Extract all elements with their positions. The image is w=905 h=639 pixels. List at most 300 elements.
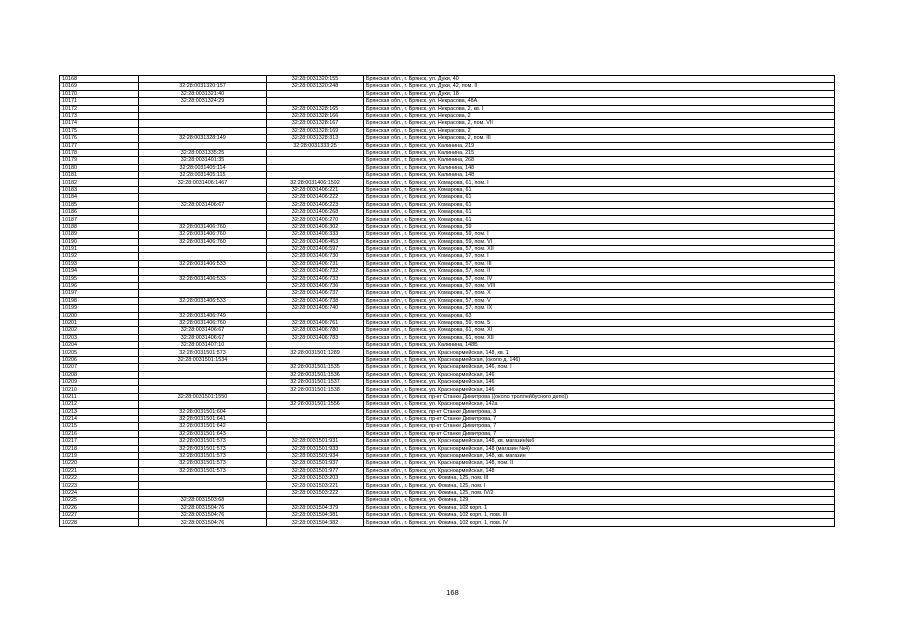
row-number-cell: 10175 <box>60 127 139 134</box>
address-cell: Брянская обл., г. Брянск, ул. Комарова, 59, пом. VI <box>364 238 835 245</box>
row-number-cell: 10173 <box>60 112 139 119</box>
object-cadastral-number-cell: 32:28:0031406:732 <box>267 268 364 275</box>
parcel-cadastral-number-cell: 32:28:0031406:760 <box>139 238 267 245</box>
parcel-cadastral-number-cell: 32:28:0031501:604 <box>139 408 267 415</box>
table-row <box>60 194 835 201</box>
parcel-cadastral-number-cell <box>139 386 267 393</box>
row-number-cell: 10183 <box>60 186 139 193</box>
parcel-cadastral-number-cell: 32:28:0031406:67 <box>139 334 267 341</box>
row-number-cell: 10228 <box>60 519 139 526</box>
object-cadastral-number-cell: 32:28:0031501:977 <box>267 467 364 474</box>
object-cadastral-number-cell: 32:28:0031503:221 <box>267 482 364 489</box>
row-number-cell: 10188 <box>60 223 139 230</box>
row-number-cell: 10204 <box>60 342 139 349</box>
table-row <box>60 223 835 230</box>
object-cadastral-number-cell <box>267 149 364 156</box>
page-number: 168 <box>446 588 459 597</box>
table-row <box>60 268 835 275</box>
parcel-cadastral-number-cell <box>139 209 267 216</box>
parcel-cadastral-number-cell <box>139 186 267 193</box>
parcel-cadastral-number-cell: 32:28:0031405:114 <box>139 164 267 171</box>
address-cell: Брянская обл., г. Брянск, пр-кт Станке Димитрова, 7 <box>364 415 835 422</box>
parcel-cadastral-number-cell <box>139 142 267 149</box>
table-row <box>60 305 835 312</box>
address-cell: Брянская обл., г. Брянск, пр-кт Станке Димитрова ((около троллейбусного депо)) <box>364 393 835 400</box>
table-row <box>60 393 835 400</box>
address-cell: Брянская обл., г. Брянск, ул. Комарова, 57, пом. IV <box>364 275 835 282</box>
row-number-cell: 10202 <box>60 327 139 334</box>
address-cell: Брянская обл., г. Брянск, ул. Комарова, 57, пом. V <box>364 297 835 304</box>
object-cadastral-number-cell: 32:28:0031406:268 <box>267 209 364 216</box>
parcel-cadastral-number-cell <box>139 120 267 127</box>
row-number-cell: 10197 <box>60 290 139 297</box>
address-cell: Брянская обл., г. Брянск, ул. Калинина, 148 <box>364 172 835 179</box>
table-row <box>60 475 835 482</box>
row-number-cell: 10209 <box>60 379 139 386</box>
row-number-cell: 10201 <box>60 319 139 326</box>
row-number-cell: 10211 <box>60 393 139 400</box>
address-cell: Брянская обл., г. Брянск, ул. Комарова, 61, пом. I <box>364 179 835 186</box>
row-number-cell: 10180 <box>60 164 139 171</box>
row-number-cell: 10200 <box>60 312 139 319</box>
row-number-cell: 10195 <box>60 275 139 282</box>
address-cell: Брянская обл., г. Брянск, ул. Красноармейская, 146 <box>364 379 835 386</box>
address-cell: Брянская обл., г. Брянск, ул. Комарова, 61, пом. XI <box>364 327 835 334</box>
object-cadastral-number-cell: 32:28:0031406:738 <box>267 297 364 304</box>
parcel-cadastral-number-cell <box>139 364 267 371</box>
parcel-cadastral-number-cell: 32:28:0031406:533 <box>139 275 267 282</box>
address-cell: Брянская обл., г. Брянск, ул. Некрасова, 2 <box>364 127 835 134</box>
table-row <box>60 297 835 304</box>
row-number-cell: 10198 <box>60 297 139 304</box>
object-cadastral-number-cell: 32:28:0031328:165 <box>267 105 364 112</box>
object-cadastral-number-cell: 32:28:0031406:731 <box>267 260 364 267</box>
parcel-cadastral-number-cell: 32:28:0031321:40 <box>139 90 267 97</box>
row-number-cell: 10213 <box>60 408 139 415</box>
table-row <box>60 408 835 415</box>
row-number-cell: 10218 <box>60 445 139 452</box>
object-cadastral-number-cell: 32:28:0031406:222 <box>267 194 364 201</box>
object-cadastral-number-cell: 32:28:0031501:1538 <box>267 386 364 393</box>
object-cadastral-number-cell: 32:28:0031406:221 <box>267 186 364 193</box>
object-cadastral-number-cell: 32:28:0031501:934 <box>267 452 364 459</box>
table-row <box>60 489 835 496</box>
object-cadastral-number-cell: 32:28:0031406:302 <box>267 223 364 230</box>
table-row <box>60 334 835 341</box>
object-cadastral-number-cell: 32:28:0031406:1592 <box>267 179 364 186</box>
object-cadastral-number-cell <box>267 90 364 97</box>
table-row <box>60 120 835 127</box>
table-row <box>60 149 835 156</box>
parcel-cadastral-number-cell: 32:28:0031405:115 <box>139 172 267 179</box>
object-cadastral-number-cell: 32:28:0031406:736 <box>267 282 364 289</box>
table-row <box>60 371 835 378</box>
table-row <box>60 260 835 267</box>
parcel-cadastral-number-cell: 32:28:0031406:1467 <box>139 179 267 186</box>
table-row <box>60 201 835 208</box>
address-cell: Брянская обл., г. Брянск, ул. Комарова, 57, пом. II <box>364 268 835 275</box>
object-cadastral-number-cell: 32:28:0031406:783 <box>267 334 364 341</box>
row-number-cell: 10168 <box>60 76 139 83</box>
address-cell: Брянская обл., г. Брянск, ул. Некрасова, 2, пом. VII <box>364 120 835 127</box>
object-cadastral-number-cell <box>267 356 364 363</box>
address-cell: Брянская обл., г. Брянск, ул. Фокина, 129 <box>364 497 835 504</box>
table-row <box>60 245 835 252</box>
address-cell: Брянская обл., г. Брянск, ул. Комарова, 59 <box>364 223 835 230</box>
row-number-cell: 10176 <box>60 135 139 142</box>
object-cadastral-number-cell: 32:28:0031501:931 <box>267 438 364 445</box>
table-row <box>60 312 835 319</box>
parcel-cadastral-number-cell: 32:28:0031504:76 <box>139 519 267 526</box>
table-row <box>60 342 835 349</box>
object-cadastral-number-cell <box>267 157 364 164</box>
object-cadastral-number-cell: 32:28:0031504:379 <box>267 504 364 511</box>
parcel-cadastral-number-cell: 32:28:0031406:760 <box>139 231 267 238</box>
table-row <box>60 98 835 105</box>
object-cadastral-number-cell: 32:28:0031406:597 <box>267 245 364 252</box>
table-row <box>60 253 835 260</box>
address-cell: Брянская обл., г. Брянск, ул. Некрасова, 2, пом. III <box>364 135 835 142</box>
parcel-cadastral-number-cell: 32:28:0031407:10 <box>139 342 267 349</box>
address-cell: Брянская обл., г. Брянск, ул. Красноармейская, 148, пом. II <box>364 460 835 467</box>
object-cadastral-number-cell <box>267 408 364 415</box>
object-cadastral-number-cell: 32:28:0031328:167 <box>267 120 364 127</box>
table-row <box>60 83 835 90</box>
parcel-cadastral-number-cell: 32:28:0031501:573 <box>139 438 267 445</box>
row-number-cell: 10184 <box>60 194 139 201</box>
table-row <box>60 349 835 356</box>
object-cadastral-number-cell: 32:28:0031328:169 <box>267 127 364 134</box>
address-cell: Брянская обл., г. Брянск, ул. Красноармейская, (около д. 146) <box>364 356 835 363</box>
table-row <box>60 356 835 363</box>
address-cell: Брянская обл., г. Брянск, ул. Калинина, 215 <box>364 149 835 156</box>
table-row <box>60 512 835 519</box>
parcel-cadastral-number-cell <box>139 112 267 119</box>
parcel-cadastral-number-cell <box>139 127 267 134</box>
parcel-cadastral-number-cell: 32:28:0031406:760 <box>139 319 267 326</box>
object-cadastral-number-cell: 32:28:0031501:1535 <box>267 364 364 371</box>
object-cadastral-number-cell <box>267 423 364 430</box>
object-cadastral-number-cell: 32:28:0031406:733 <box>267 275 364 282</box>
parcel-cadastral-number-cell: 32:28:0031504:76 <box>139 504 267 511</box>
address-cell: Брянская обл., г. Брянск, ул. Фокина, 125, пом. III <box>364 475 835 482</box>
address-cell: Брянская обл., г. Брянск, ул. Фокина, 102 корп. 1, пом. IV <box>364 519 835 526</box>
parcel-cadastral-number-cell: 32:28:0031504:76 <box>139 512 267 519</box>
table-row <box>60 423 835 430</box>
object-cadastral-number-cell: 32:28:0031406:223 <box>267 201 364 208</box>
address-cell: Брянская обл., г. Брянск, ул. Комарова, 57, пом. XII <box>364 245 835 252</box>
address-cell: Брянская обл., г. Брянск, ул. Комарова, 61 <box>364 216 835 223</box>
row-number-cell: 10208 <box>60 371 139 378</box>
table-body <box>60 76 835 527</box>
table-row <box>60 105 835 112</box>
row-number-cell: 10207 <box>60 364 139 371</box>
table-row <box>60 76 835 83</box>
parcel-cadastral-number-cell <box>139 105 267 112</box>
object-cadastral-number-cell: 32:28:0031501:933 <box>267 445 364 452</box>
row-number-cell: 10189 <box>60 231 139 238</box>
parcel-cadastral-number-cell <box>139 194 267 201</box>
row-number-cell: 10221 <box>60 467 139 474</box>
parcel-cadastral-number-cell: 32:28:0031501:1534 <box>139 356 267 363</box>
object-cadastral-number-cell: 32:28:0031504:382 <box>267 519 364 526</box>
address-cell: Брянская обл., г. Брянск, ул. Комарова, 57, пом. VIII <box>364 282 835 289</box>
row-number-cell: 10191 <box>60 245 139 252</box>
object-cadastral-number-cell: 32:28:0031320:155 <box>267 76 364 83</box>
row-number-cell: 10193 <box>60 260 139 267</box>
table-row <box>60 319 835 326</box>
address-cell: Брянская обл., г. Брянск, ул. Комарова, 61 <box>364 209 835 216</box>
row-number-cell: 10215 <box>60 423 139 430</box>
address-cell: Брянская обл., г. Брянск, ул. Калинина, 219 <box>364 142 835 149</box>
address-cell: Брянская обл., г. Брянск, ул. Дуки, 18 <box>364 90 835 97</box>
row-number-cell: 10174 <box>60 120 139 127</box>
row-number-cell: 10172 <box>60 105 139 112</box>
address-cell: Брянская обл., г. Брянск, ул. Калинина, 148 <box>364 164 835 171</box>
address-cell: Брянская обл., г. Брянск, ул. Фокина, 125, пом. IV/2 <box>364 489 835 496</box>
parcel-cadastral-number-cell <box>139 401 267 408</box>
row-number-cell: 10219 <box>60 452 139 459</box>
address-cell: Брянская обл., г. Брянск, ул. Фокина, 102 корп. 1 <box>364 504 835 511</box>
address-cell: Брянская обл., г. Брянск, ул. Некрасова, 2, кв. I <box>364 105 835 112</box>
address-cell: Брянская обл., г. Брянск, ул. Калинина, 268 <box>364 157 835 164</box>
row-number-cell: 10185 <box>60 201 139 208</box>
address-cell: Брянская обл., г. Брянск, ул. Комарова, 59, пом. I <box>364 231 835 238</box>
table-row <box>60 238 835 245</box>
address-cell: Брянская обл., г. Брянск, ул. Красноармейская, 146 <box>364 386 835 393</box>
address-cell: Брянская обл., г. Брянск, ул. Красноармейская, 142а <box>364 401 835 408</box>
table-row <box>60 90 835 97</box>
object-cadastral-number-cell <box>267 342 364 349</box>
object-cadastral-number-cell: 32:28:0031333:25 <box>267 142 364 149</box>
row-number-cell: 10170 <box>60 90 139 97</box>
address-cell: Брянская обл., г. Брянск, ул. Комарова, 63 <box>364 312 835 319</box>
table-row <box>60 186 835 193</box>
object-cadastral-number-cell <box>267 430 364 437</box>
table-row <box>60 216 835 223</box>
object-cadastral-number-cell: 32:28:0031406:740 <box>267 305 364 312</box>
address-cell: Брянская обл., г. Брянск, ул. Некрасова, 48А <box>364 98 835 105</box>
address-cell: Брянская обл., г. Брянск, пр-кт Станке Димитрова, 3 <box>364 408 835 415</box>
object-cadastral-number-cell: 32:28:0031501:937 <box>267 460 364 467</box>
address-cell: Брянская обл., г. Брянск, ул. Дуки, 40 <box>364 76 835 83</box>
object-cadastral-number-cell: 32:28:0031406:780 <box>267 327 364 334</box>
object-cadastral-number-cell <box>267 415 364 422</box>
object-cadastral-number-cell <box>267 172 364 179</box>
object-cadastral-number-cell <box>267 164 364 171</box>
parcel-cadastral-number-cell: 32:28:0031501:573 <box>139 460 267 467</box>
address-cell: Брянская обл., г. Брянск, ул. Красноармейская, 148, кв. магазин <box>364 452 835 459</box>
object-cadastral-number-cell: 32:28:0031501:1289 <box>267 349 364 356</box>
parcel-cadastral-number-cell: 32:28:0031501:573 <box>139 452 267 459</box>
table-row <box>60 290 835 297</box>
table-row <box>60 379 835 386</box>
address-cell: Брянская обл., г. Брянск, ул. Красноармейская, 146 <box>364 371 835 378</box>
parcel-cadastral-number-cell <box>139 76 267 83</box>
object-cadastral-number-cell: 32:28:0031501:1556 <box>267 401 364 408</box>
row-number-cell: 10178 <box>60 149 139 156</box>
parcel-cadastral-number-cell: 32:28:0031503:68 <box>139 497 267 504</box>
object-cadastral-number-cell: 32:28:0031504:381 <box>267 512 364 519</box>
table-row <box>60 282 835 289</box>
parcel-cadastral-number-cell <box>139 379 267 386</box>
object-cadastral-number-cell <box>267 312 364 319</box>
row-number-cell: 10206 <box>60 356 139 363</box>
parcel-cadastral-number-cell: 32:28:0031501:573 <box>139 467 267 474</box>
object-cadastral-number-cell: 32:28:0031503:222 <box>267 489 364 496</box>
parcel-cadastral-number-cell: 32:28:0031501:642 <box>139 423 267 430</box>
object-cadastral-number-cell: 32:28:0031503:203 <box>267 475 364 482</box>
object-cadastral-number-cell: 32:28:0031406:737 <box>267 290 364 297</box>
address-cell: Брянская обл., г. Брянск, ул. Некрасова, 2 <box>364 112 835 119</box>
address-cell: Брянская обл., г. Брянск, ул. Комарова, 57, пом. X <box>364 290 835 297</box>
address-cell: Брянская обл., г. Брянск, пр-кт Станке Димитрова, 7 <box>364 430 835 437</box>
object-cadastral-number-cell: 32:28:0031328:313 <box>267 135 364 142</box>
table-row <box>60 157 835 164</box>
parcel-cadastral-number-cell: 32:28:0031320:157 <box>139 83 267 90</box>
object-cadastral-number-cell: 32:28:0031406:453 <box>267 238 364 245</box>
object-cadastral-number-cell <box>267 393 364 400</box>
parcel-cadastral-number-cell: 32:28:0031406:533 <box>139 260 267 267</box>
parcel-cadastral-number-cell: 32:28:0031501:643 <box>139 430 267 437</box>
row-number-cell: 10225 <box>60 497 139 504</box>
object-cadastral-number-cell <box>267 98 364 105</box>
row-number-cell: 10216 <box>60 430 139 437</box>
row-number-cell: 10220 <box>60 460 139 467</box>
parcel-cadastral-number-cell <box>139 489 267 496</box>
table-row <box>60 172 835 179</box>
address-cell: Брянская обл., г. Брянск, ул. Фокина, 125, пом. I <box>364 482 835 489</box>
table-row <box>60 415 835 422</box>
address-cell: Брянская обл., г. Брянск, ул. Комарова, 59, пом. 5 <box>364 319 835 326</box>
row-number-cell: 10199 <box>60 305 139 312</box>
object-cadastral-number-cell: 32:28:0031501:1536 <box>267 371 364 378</box>
parcel-cadastral-number-cell: 32:28:0031406:67 <box>139 327 267 334</box>
address-cell: Брянская обл., г. Брянск, ул. Красноармейская, 148, кв. магазин№6 <box>364 438 835 445</box>
object-cadastral-number-cell: 32:28:0031320:248 <box>267 83 364 90</box>
address-cell: Брянская обл., г. Брянск, пр-кт Станке Димитрова, 7 <box>364 423 835 430</box>
object-cadastral-number-cell: 32:28:0031406:761 <box>267 319 364 326</box>
parcel-cadastral-number-cell <box>139 268 267 275</box>
table-row <box>60 275 835 282</box>
table-row <box>60 430 835 437</box>
address-cell: Брянская обл., г. Брянск, ул. Комарова, 57, пом. I <box>364 253 835 260</box>
address-cell: Брянская обл., г. Брянск, ул. Комарова, 57, пом. III <box>364 260 835 267</box>
address-cell: Брянская обл., г. Брянск, ул. Комарова, 61 <box>364 201 835 208</box>
row-number-cell: 10187 <box>60 216 139 223</box>
parcel-cadastral-number-cell: 32:28:0031328:149 <box>139 135 267 142</box>
row-number-cell: 10171 <box>60 98 139 105</box>
parcel-cadastral-number-cell: 32:28:0031324:29 <box>139 98 267 105</box>
row-number-cell: 10227 <box>60 512 139 519</box>
row-number-cell: 10205 <box>60 349 139 356</box>
parcel-cadastral-number-cell: 32:28:0031406:67 <box>139 201 267 208</box>
object-cadastral-number-cell: 32:28:0031406:270 <box>267 216 364 223</box>
table-row <box>60 179 835 186</box>
table-row <box>60 386 835 393</box>
object-cadastral-number-cell: 32:28:0031406:333 <box>267 231 364 238</box>
row-number-cell: 10212 <box>60 401 139 408</box>
table-row <box>60 164 835 171</box>
parcel-cadastral-number-cell: 32:28:0031501:573 <box>139 349 267 356</box>
table-row <box>60 209 835 216</box>
object-cadastral-number-cell: 32:28:0031328:166 <box>267 112 364 119</box>
address-cell: Брянская обл., г. Брянск, ул. Красноармейская, 148 <box>364 467 835 474</box>
table-row <box>60 504 835 511</box>
row-number-cell: 10203 <box>60 334 139 341</box>
parcel-cadastral-number-cell <box>139 482 267 489</box>
table-row <box>60 467 835 474</box>
row-number-cell: 10194 <box>60 268 139 275</box>
parcel-cadastral-number-cell: 32:28:0031406:533 <box>139 297 267 304</box>
row-number-cell: 10217 <box>60 438 139 445</box>
address-cell: Брянская обл., г. Брянск, ул. Комарова, 61 <box>364 186 835 193</box>
row-number-cell: 10177 <box>60 142 139 149</box>
table-row <box>60 445 835 452</box>
row-number-cell: 10222 <box>60 475 139 482</box>
address-cell: Брянская обл., г. Брянск, ул. Калинина, 148Б <box>364 342 835 349</box>
row-number-cell: 10192 <box>60 253 139 260</box>
row-number-cell: 10169 <box>60 83 139 90</box>
table-row <box>60 364 835 371</box>
parcel-cadastral-number-cell: 32:28:0031501:573 <box>139 445 267 452</box>
address-cell: Брянская обл., г. Брянск, ул. Комарова, 61 <box>364 194 835 201</box>
parcel-cadastral-number-cell <box>139 290 267 297</box>
address-cell: Брянская обл., г. Брянск, ул. Комарова, 57, пом. IX <box>364 305 835 312</box>
address-cell: Брянская обл., г. Брянск, ул. Красноармейская, 146, пом. I <box>364 364 835 371</box>
address-cell: Брянская обл., г. Брянск, ул. Комарова, 61, пом. XII <box>364 334 835 341</box>
table-row <box>60 327 835 334</box>
row-number-cell: 10190 <box>60 238 139 245</box>
row-number-cell: 10182 <box>60 179 139 186</box>
address-cell: Брянская обл., г. Брянск, ул. Дуки, 42, пом. II <box>364 83 835 90</box>
parcel-cadastral-number-cell <box>139 305 267 312</box>
row-number-cell: 10223 <box>60 482 139 489</box>
parcel-cadastral-number-cell: 32:28:0031406:760 <box>139 223 267 230</box>
row-number-cell: 10186 <box>60 209 139 216</box>
parcel-cadastral-number-cell <box>139 253 267 260</box>
row-number-cell: 10224 <box>60 489 139 496</box>
table-row <box>60 112 835 119</box>
row-number-cell: 10210 <box>60 386 139 393</box>
parcel-cadastral-number-cell: 32:28:0031501:1550 <box>139 393 267 400</box>
parcel-cadastral-number-cell: 32:28:0031501:641 <box>139 415 267 422</box>
object-cadastral-number-cell: 32:28:0031501:1537 <box>267 379 364 386</box>
address-cell: Брянская обл., г. Брянск, ул. Красноармейская, 148, кв. 1 <box>364 349 835 356</box>
table-row <box>60 127 835 134</box>
parcel-cadastral-number-cell: 32:28:0031401:35 <box>139 157 267 164</box>
table-row <box>60 460 835 467</box>
table-row <box>60 401 835 408</box>
table-row <box>60 482 835 489</box>
property-registry-table <box>59 75 835 527</box>
parcel-cadastral-number-cell <box>139 216 267 223</box>
table-row <box>60 135 835 142</box>
parcel-cadastral-number-cell <box>139 282 267 289</box>
parcel-cadastral-number-cell <box>139 245 267 252</box>
row-number-cell: 10179 <box>60 157 139 164</box>
address-cell: Брянская обл., г. Брянск, ул. Фокина, 102 корп. 1, пом. III <box>364 512 835 519</box>
row-number-cell: 10226 <box>60 504 139 511</box>
table-row <box>60 231 835 238</box>
object-cadastral-number-cell <box>267 497 364 504</box>
address-cell: Брянская обл., г. Брянск, ул. Красноармейская, 148 (магазин №4) <box>364 445 835 452</box>
row-number-cell: 10214 <box>60 415 139 422</box>
row-number-cell: 10181 <box>60 172 139 179</box>
table-row <box>60 452 835 459</box>
object-cadastral-number-cell: 32:28:0031406:730 <box>267 253 364 260</box>
parcel-cadastral-number-cell <box>139 475 267 482</box>
